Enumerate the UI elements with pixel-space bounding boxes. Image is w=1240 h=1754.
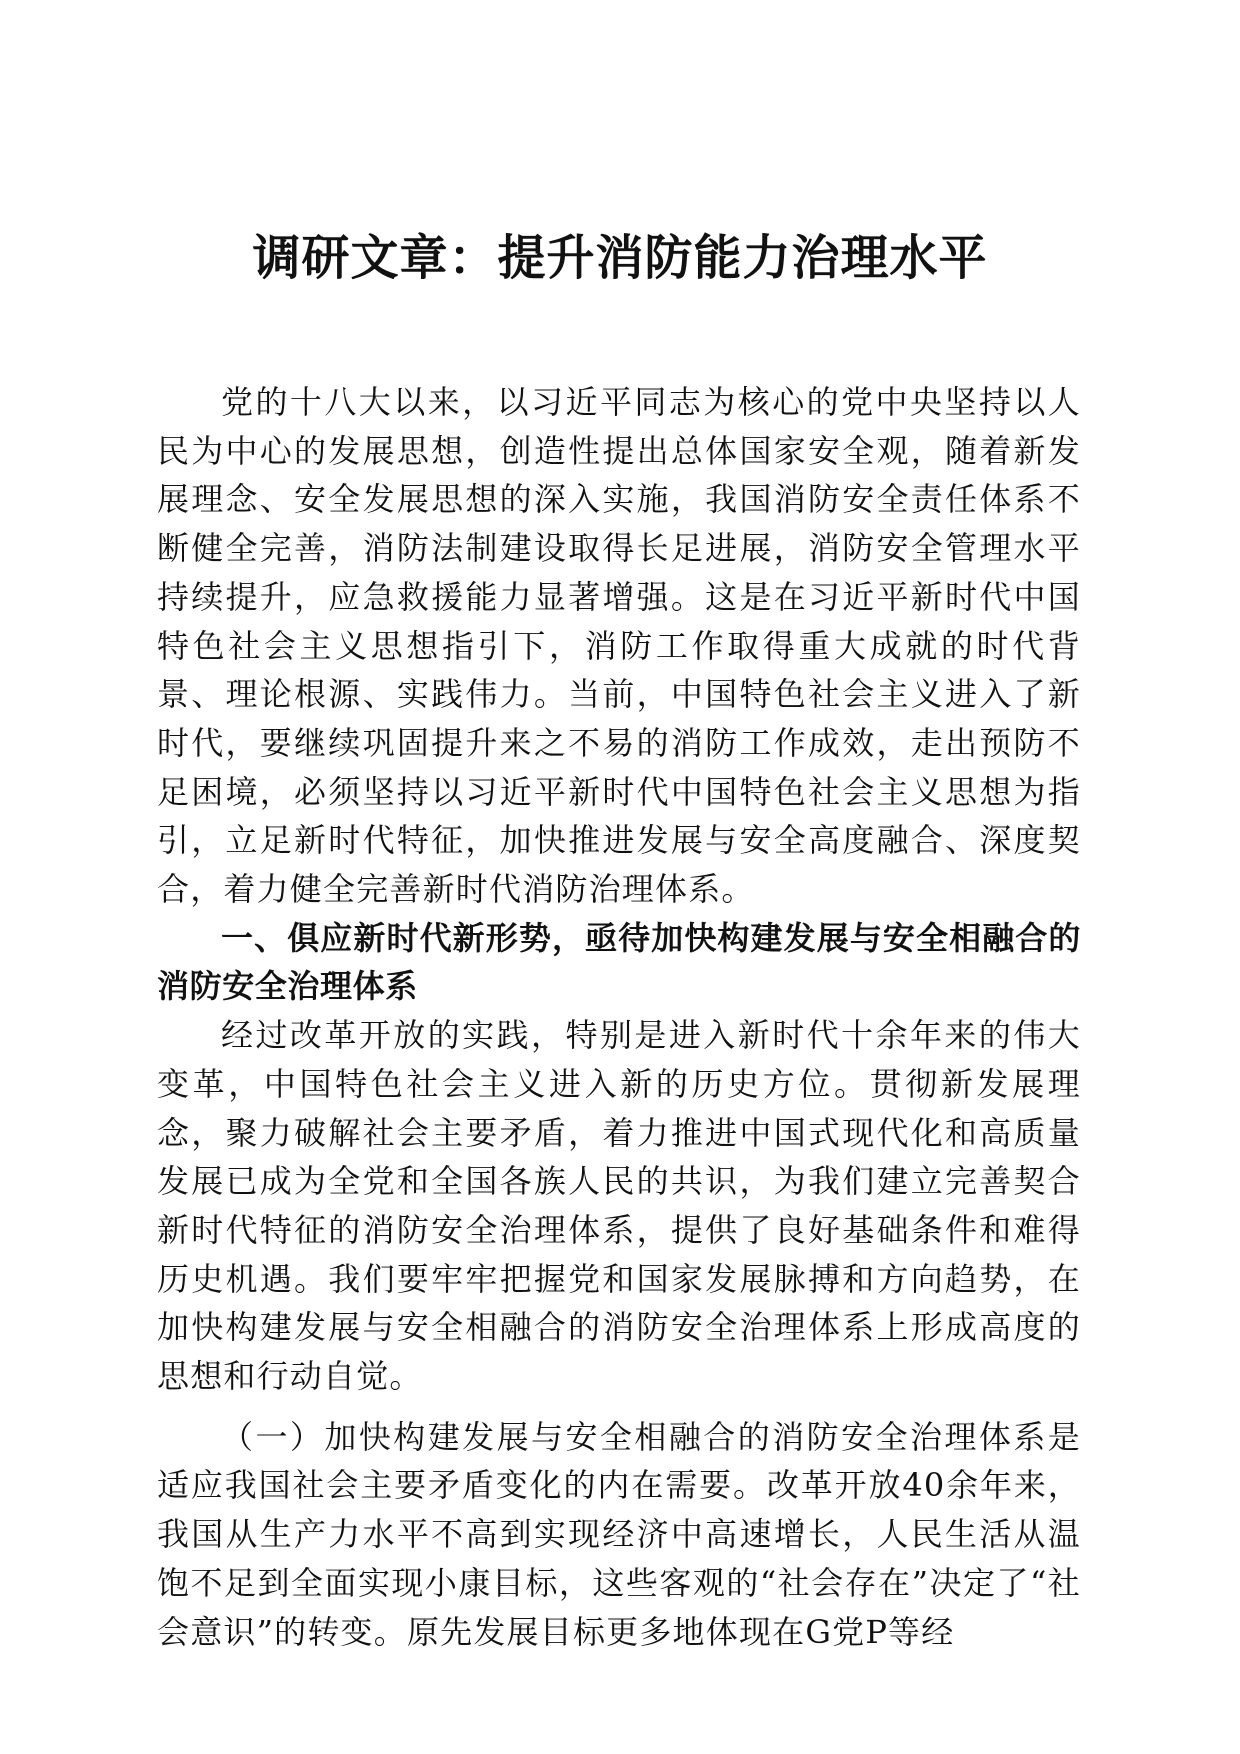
document-body bbox=[157, 378, 1081, 1656]
document-title: 调研文章：提升消防能力治理水平 bbox=[252, 230, 988, 286]
subsection-1-paragraph: （一）加快构建发展与安全相融合的消防安全治理体系是适应我国社会主要矛盾变化的内在需要。改革开放40余年来，我国从生产力水平不高到实现经济中高速增长，人民生活从温饱不足到全面实现小康目标，这些客观的“社会存在”决定了“社会意识”的转变。原先发展目标更多地体现在G党P等经 bbox=[157, 1417, 1081, 1651]
section-1-paragraph: 经过改革开放的实践，特别是进入新时代十余年来的伟大变革，中国特色社会主义进入新的历史方位。贯彻新发展理念，聚力破解社会主要矛盾，着力推进中国式现代化和高质量发展已成为全党和全国各族人民的共识，为我们建立完善契合新时代特征的消防安全治理体系，提供了良好基础条件和难得历史机遇。我们要牢牢把握党和国家发展脉搏和方向趋势，在加快构建发展与安全相融合的消防安全治理体系上形成高度的思想和行动自觉。 bbox=[157, 1016, 1081, 1396]
intro-paragraph: 党的十八大以来，以习近平同志为核心的党中央坚持以人民为中心的发展思想，创造性提出总体国家安全观，随着新发展理念、安全发展思想的深入实施，我国消防安全责任体系不断健全完善，消防法制建设取得长足进展，消防安全管理水平持续提升，应急救援能力显著增强。这是在习近平新时代中国特色社会主义思想指引下，消防工作取得重大成就的时代背景、理论根源、实践伟力。当前，中国特色社会主义进入了新时代，要继续巩固提升来之不易的消防工作成效，走出预防不足困境，必须坚持以习近平新时代中国特色社会主义思想为指引，立足新时代特征，加快推进发展与安全高度融合、深度契合，着力健全完善新时代消防治理体系。 bbox=[157, 383, 1081, 909]
section-heading-1: 一、俱应新时代新形势，亟待加快构建发展与安全相融合的消防安全治理体系 bbox=[157, 918, 1081, 1006]
